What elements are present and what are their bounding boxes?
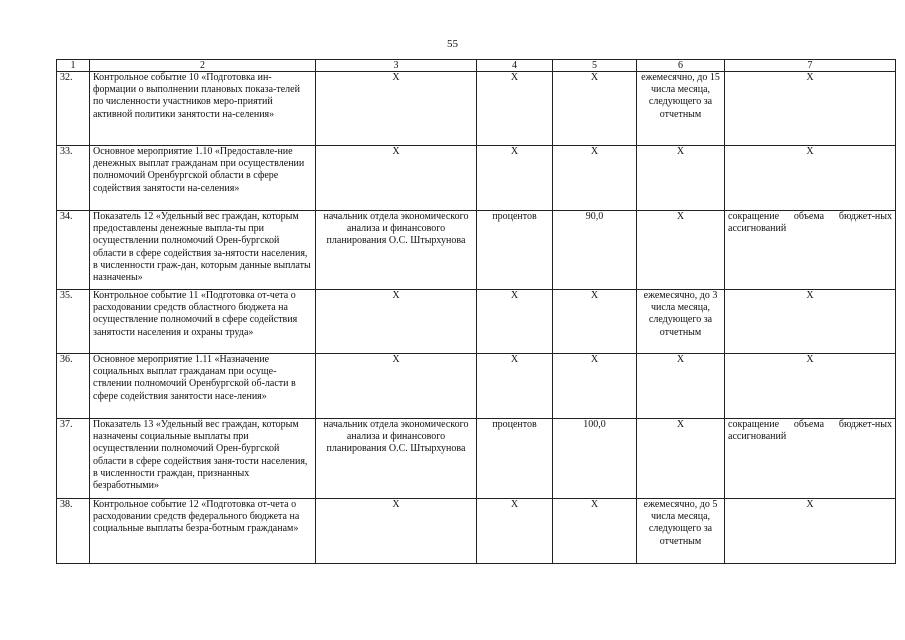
row-number: 37. [57, 419, 90, 499]
table-row [57, 290, 896, 354]
row-note: X [725, 499, 896, 564]
row-number: 38. [57, 499, 90, 564]
row-number: 34. [57, 211, 90, 290]
row-note: X [725, 72, 896, 146]
row-term [637, 290, 725, 354]
row-description: Контрольное событие 11 «Подготовка от-чета о расходовании средств областного бюджета на осуществление полномочий в сфере содействия занятости населения и охраны труда» [90, 290, 316, 354]
header-col-7: 7 [725, 60, 896, 72]
row-description: Контрольное событие 12 «Подготовка от-чета о расходовании средств федерального бюджета на социальные выплаты безра-ботным гражданам» [90, 499, 316, 564]
row-term [637, 72, 725, 146]
row-responsible: начальник отдела экономического анализа и финансового планирования О.С. Штырхунова [316, 419, 477, 499]
row-note: X [725, 146, 896, 211]
header-col-6: 6 [637, 60, 725, 72]
table-row [57, 211, 896, 290]
plan-table [56, 59, 896, 564]
row-responsible: X [316, 354, 477, 419]
row-value: X [553, 290, 637, 354]
table-row [57, 72, 896, 146]
row-term: X [637, 146, 725, 211]
row-responsible: X [316, 72, 477, 146]
row-value: X [553, 354, 637, 419]
page-number: 55 [447, 38, 458, 50]
row-unit: X [477, 146, 553, 211]
table-row [57, 146, 896, 211]
row-responsible: X [316, 290, 477, 354]
table-row [57, 499, 896, 564]
row-note: сокращение объема бюджет-ных ассигнований [725, 211, 896, 290]
row-description: Показатель 13 «Удельный вес граждан, которым назначены социальные выплаты при осуществлении полномочий Орен-бургской области в сфере содействия заня-тости населения, в численности граждан, признанных безработными» [90, 419, 316, 499]
row-unit: X [477, 354, 553, 419]
row-responsible: X [316, 499, 477, 564]
table-row [57, 354, 896, 419]
row-term: X [637, 211, 725, 290]
row-number: 33. [57, 146, 90, 211]
row-note: X [725, 354, 896, 419]
row-value: X [553, 72, 637, 146]
row-description: Показатель 12 «Удельный вес граждан, которым предоставлены денежные выпла-ты при осуществлении полномочий Орен-бургской области в сфере содействия за-нятости населения, в численности граж-дан, которым данные выплаты назначены» [90, 211, 316, 290]
row-unit: процентов [477, 419, 553, 499]
row-unit: X [477, 499, 553, 564]
row-unit: X [477, 290, 553, 354]
row-value: 90,0 [553, 211, 637, 290]
header-col-3: 3 [316, 60, 477, 72]
row-unit: процентов [477, 211, 553, 290]
row-term: X [637, 354, 725, 419]
header-col-1: 1 [57, 60, 90, 72]
row-number: 32. [57, 72, 90, 146]
row-term: X [637, 419, 725, 499]
row-number: 35. [57, 290, 90, 354]
row-term [637, 499, 725, 564]
row-number: 36. [57, 354, 90, 419]
row-note: X [725, 290, 896, 354]
header-row [57, 60, 896, 72]
row-responsible: X [316, 146, 477, 211]
row-description: Основное мероприятие 1.10 «Предоставле-ние денежных выплат гражданам при осуществлении полномочий Оренбургской области в сфере содействия занятости на-селения» [90, 146, 316, 211]
row-value: X [553, 499, 637, 564]
row-responsible: начальник отдела экономического анализа и финансового планирования О.С. Штырхунова [316, 211, 477, 290]
row-term-text: ежемесячно, до 3 числа месяца, следующего за отчетным [643, 290, 718, 338]
row-term-text: ежемесячно, до 15 числа месяца, следующего за отчетным [641, 72, 720, 120]
row-value: 100,0 [553, 419, 637, 499]
table-row [57, 419, 896, 499]
row-unit: X [477, 72, 553, 146]
header-col-5: 5 [553, 60, 637, 72]
row-description: Основное мероприятие 1.11 «Назначение социальных выплат гражданам при осуще-ствлении полномочий Оренбургской об-ласти в сфере содействия занятости насе-ления» [90, 354, 316, 419]
row-note: сокращение объема бюджет-ных ассигнований [725, 419, 896, 499]
row-value: X [553, 146, 637, 211]
header-col-4: 4 [477, 60, 553, 72]
row-description: Контрольное событие 10 «Подготовка ин-формации о выполнении плановых показа-телей по численности участников меро-приятий активной политики занятости на-селения» [90, 72, 316, 146]
row-term-text: ежемесячно, до 5 числа месяца, следующего за отчетным [643, 499, 718, 547]
header-col-2: 2 [90, 60, 316, 72]
